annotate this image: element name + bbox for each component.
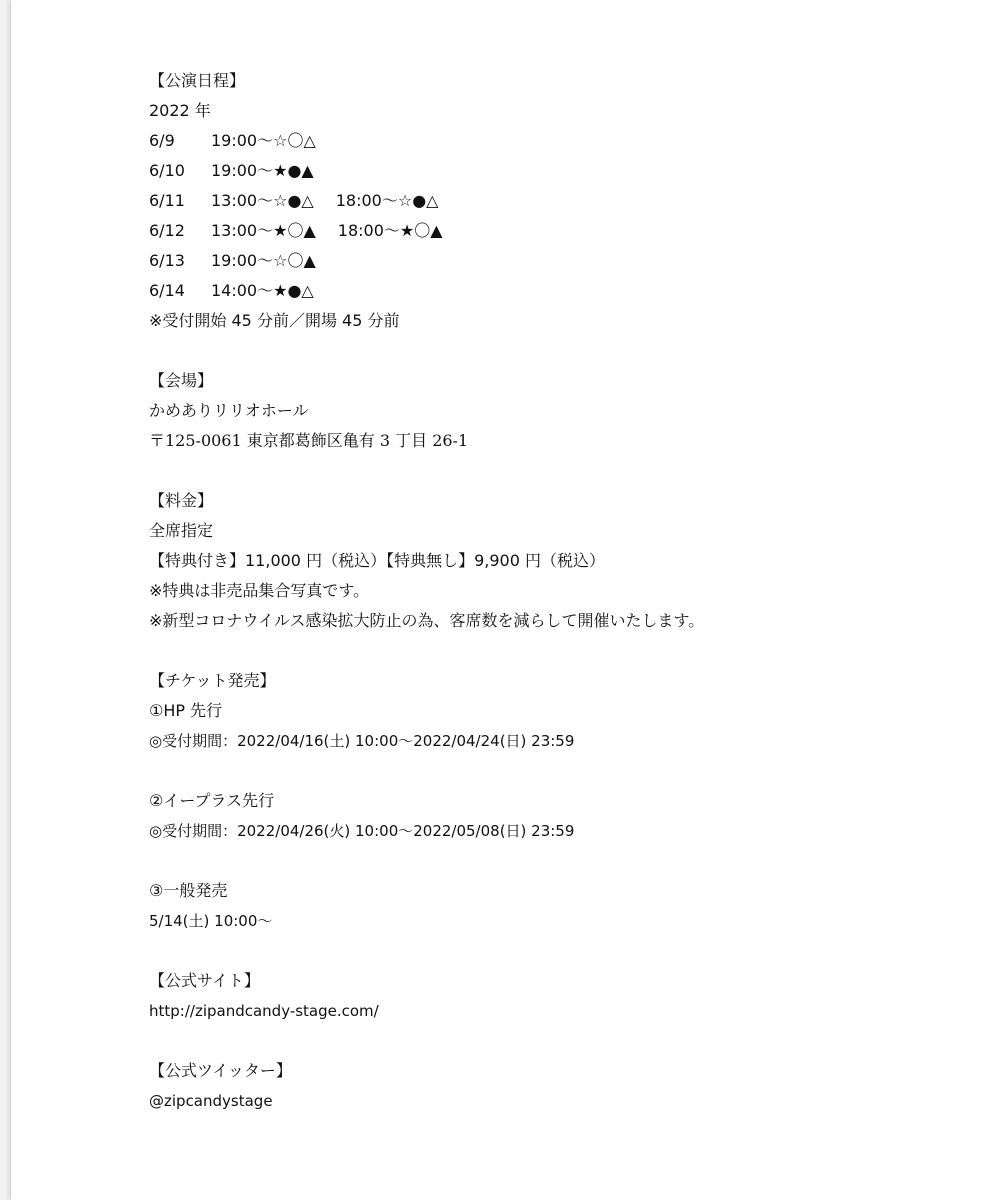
schedule-slot: 19:00～☆〇▲	[211, 251, 316, 270]
schedule-date: 6/14	[149, 281, 185, 300]
schedule-heading: 【公演日程】	[149, 71, 246, 90]
schedule-slot: 18:00～☆●△	[335, 191, 439, 210]
tickets-heading: 【チケット発売】	[149, 671, 276, 690]
schedule-note: ※受付開始 45 分前／開場 45 分前	[149, 311, 400, 330]
document-page	[10, 0, 995, 1200]
tickets-general-title: ③一般発売	[149, 881, 228, 900]
schedule-row	[149, 276, 969, 306]
schedule-row	[149, 156, 969, 186]
schedule-row	[149, 216, 969, 246]
venue-name: かめありリリオホール	[149, 401, 309, 420]
tickets-hp-title: ①HP 先行	[149, 701, 223, 720]
price-note-covid: ※新型コロナウイルス感染拡大防止の為、客席数を減らして開催いたします。	[149, 611, 705, 630]
schedule-slot: 18:00～★〇▲	[337, 221, 443, 240]
schedule-slot: 13:00～☆●△	[211, 191, 314, 210]
schedule-row	[149, 246, 969, 276]
schedule-row	[149, 186, 969, 216]
tickets-eplus-title: ②イープラス先行	[149, 791, 275, 810]
twitter-heading: 【公式ツイッター】	[149, 1061, 292, 1080]
site-heading: 【公式サイト】	[149, 971, 260, 990]
tickets-hp-period: ◎受付期間：2022/04/16(土) 10:00～2022/04/24(日) 23:59	[149, 732, 575, 750]
schedule-slot: 19:00～☆〇△	[211, 131, 316, 150]
venue-heading: 【会場】	[149, 371, 214, 390]
schedule-year: 2022 年	[149, 101, 211, 120]
schedule-slot: 14:00～★●△	[211, 281, 314, 300]
schedule-slot: 19:00～★●▲	[211, 161, 314, 180]
price-note-bonus: ※特典は非売品集合写真です。	[149, 581, 370, 600]
price-seating: 全席指定	[149, 521, 214, 540]
venue-address: 〒125-0061 東京都葛飾区亀有 3 丁目 26-1	[149, 431, 469, 450]
schedule-date: 6/9	[149, 131, 175, 150]
price-list: 【特典付き】11,000 円（税込）【特典無し】9,900 円（税込）	[149, 551, 605, 570]
price-heading: 【料金】	[149, 491, 214, 510]
schedule-date: 6/12	[149, 221, 185, 240]
twitter-handle-link[interactable]: @zipcandystage	[149, 1092, 273, 1110]
schedule-row	[149, 126, 969, 156]
site-url-link[interactable]: http://zipandcandy-stage.com/	[149, 1002, 379, 1020]
tickets-eplus-period: ◎受付期間：2022/04/26(火) 10:00～2022/05/08(日) 23:59	[149, 822, 575, 840]
tickets-general-date: 5/14(土) 10:00～	[149, 912, 273, 930]
schedule-date: 6/13	[149, 251, 185, 270]
schedule-slot: 13:00～★〇▲	[211, 221, 316, 240]
document-body	[149, 66, 969, 1116]
schedule-date: 6/10	[149, 161, 185, 180]
schedule-date: 6/11	[149, 191, 185, 210]
